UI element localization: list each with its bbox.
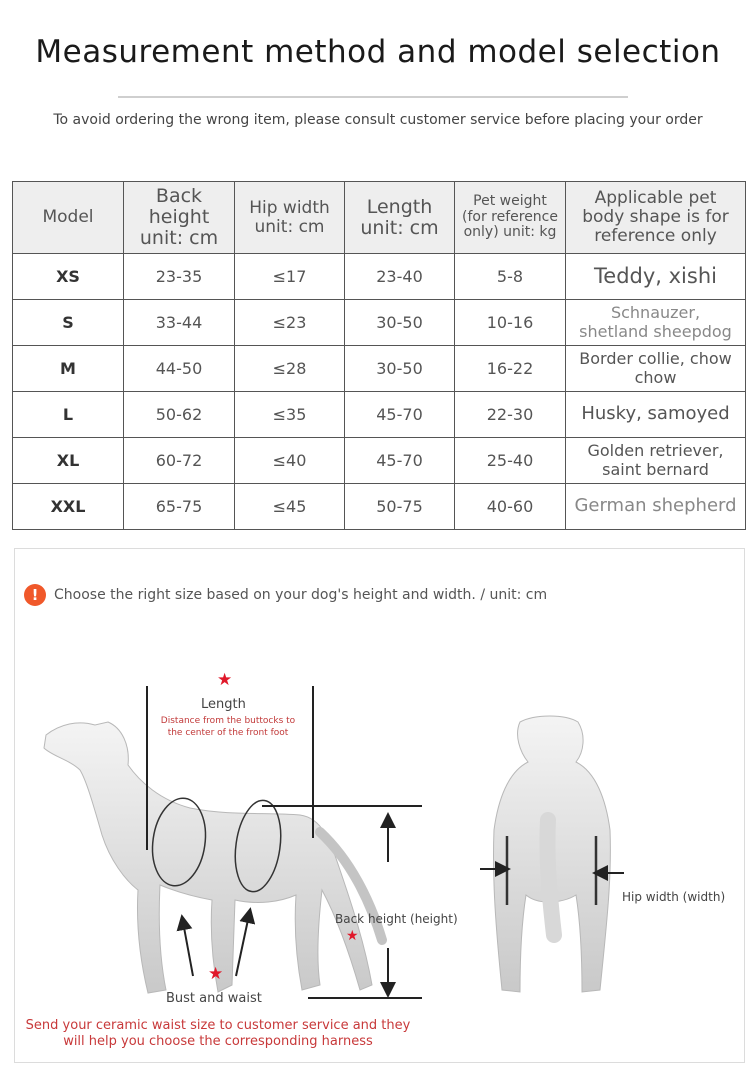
cell-breed: German shepherd: [566, 484, 746, 530]
cell-breed: Husky, samoyed: [566, 392, 746, 438]
cell-weight: 40-60: [455, 484, 566, 530]
header-hip-width: Hip width unit: cm: [235, 182, 345, 254]
cell-breed: Schnauzer, shetland sheepdog: [566, 300, 746, 346]
cell-back-height: 50-62: [124, 392, 235, 438]
bust-waist-label: Bust and waist: [166, 991, 262, 1006]
cell-model: M: [13, 346, 124, 392]
cell-breed: Golden retriever, saint bernard: [566, 438, 746, 484]
cell-hip-width: ≤17: [235, 254, 345, 300]
cell-model: XL: [13, 438, 124, 484]
cell-back-height: 44-50: [124, 346, 235, 392]
cell-back-height: 23-35: [124, 254, 235, 300]
cell-length: 45-70: [345, 438, 455, 484]
dog-side-silhouette: [44, 722, 382, 993]
cell-weight: 22-30: [455, 392, 566, 438]
header-back-height: Back height unit: cm: [124, 182, 235, 254]
header-model: Model: [13, 182, 124, 254]
cell-breed: Border collie, chow chow: [566, 346, 746, 392]
cell-length: 23-40: [345, 254, 455, 300]
cell-hip-width: ≤40: [235, 438, 345, 484]
cell-hip-width: ≤23: [235, 300, 345, 346]
bust-arrow-left: [183, 922, 193, 976]
harness-note: Send your ceramic waist size to customer service and they will help you choose the corresponding harness: [25, 1018, 411, 1050]
dog-rear-silhouette: [493, 716, 610, 992]
cell-back-height: 60-72: [124, 438, 235, 484]
cell-back-height: 65-75: [124, 484, 235, 530]
page-subtitle: To avoid ordering the wrong item, please consult customer service before placing your order: [53, 112, 703, 128]
tip-text: Choose the right size based on your dog's height and width. / unit: cm: [54, 587, 548, 603]
hip-width-label: Hip width (width): [622, 890, 726, 904]
cell-length: 50-75: [345, 484, 455, 530]
back-height-star-icon: ★: [346, 928, 359, 944]
cell-hip-width: ≤28: [235, 346, 345, 392]
cell-weight: 25-40: [455, 438, 566, 484]
bust-arrow-right: [236, 915, 249, 976]
cell-back-height: 33-44: [124, 300, 235, 346]
cell-hip-width: ≤35: [235, 392, 345, 438]
cell-weight: 10-16: [455, 300, 566, 346]
cell-length: 45-70: [345, 392, 455, 438]
cell-model: XS: [13, 254, 124, 300]
cell-length: 30-50: [345, 346, 455, 392]
length-label: Length: [201, 697, 246, 712]
bust-star-icon: ★: [208, 964, 224, 984]
length-star-icon: ★: [217, 670, 233, 690]
header-length: Length unit: cm: [345, 182, 455, 254]
cell-breed: Teddy, xishi: [566, 254, 746, 300]
cell-weight: 16-22: [455, 346, 566, 392]
header-pet-weight: Pet weight (for reference only) unit: kg: [455, 182, 566, 254]
cell-hip-width: ≤45: [235, 484, 345, 530]
cell-model: L: [13, 392, 124, 438]
exclamation-icon: !: [24, 584, 46, 606]
cell-model: XXL: [13, 484, 124, 530]
cell-length: 30-50: [345, 300, 455, 346]
cell-weight: 5-8: [455, 254, 566, 300]
back-height-label: Back height (height): [335, 912, 458, 926]
page-title: Measurement method and model selection: [35, 34, 721, 70]
length-description: Distance from the buttocks to the center of the front foot: [160, 716, 296, 738]
header-applicable-body-shape: Applicable pet body shape is for reference only: [566, 182, 746, 254]
cell-model: S: [13, 300, 124, 346]
